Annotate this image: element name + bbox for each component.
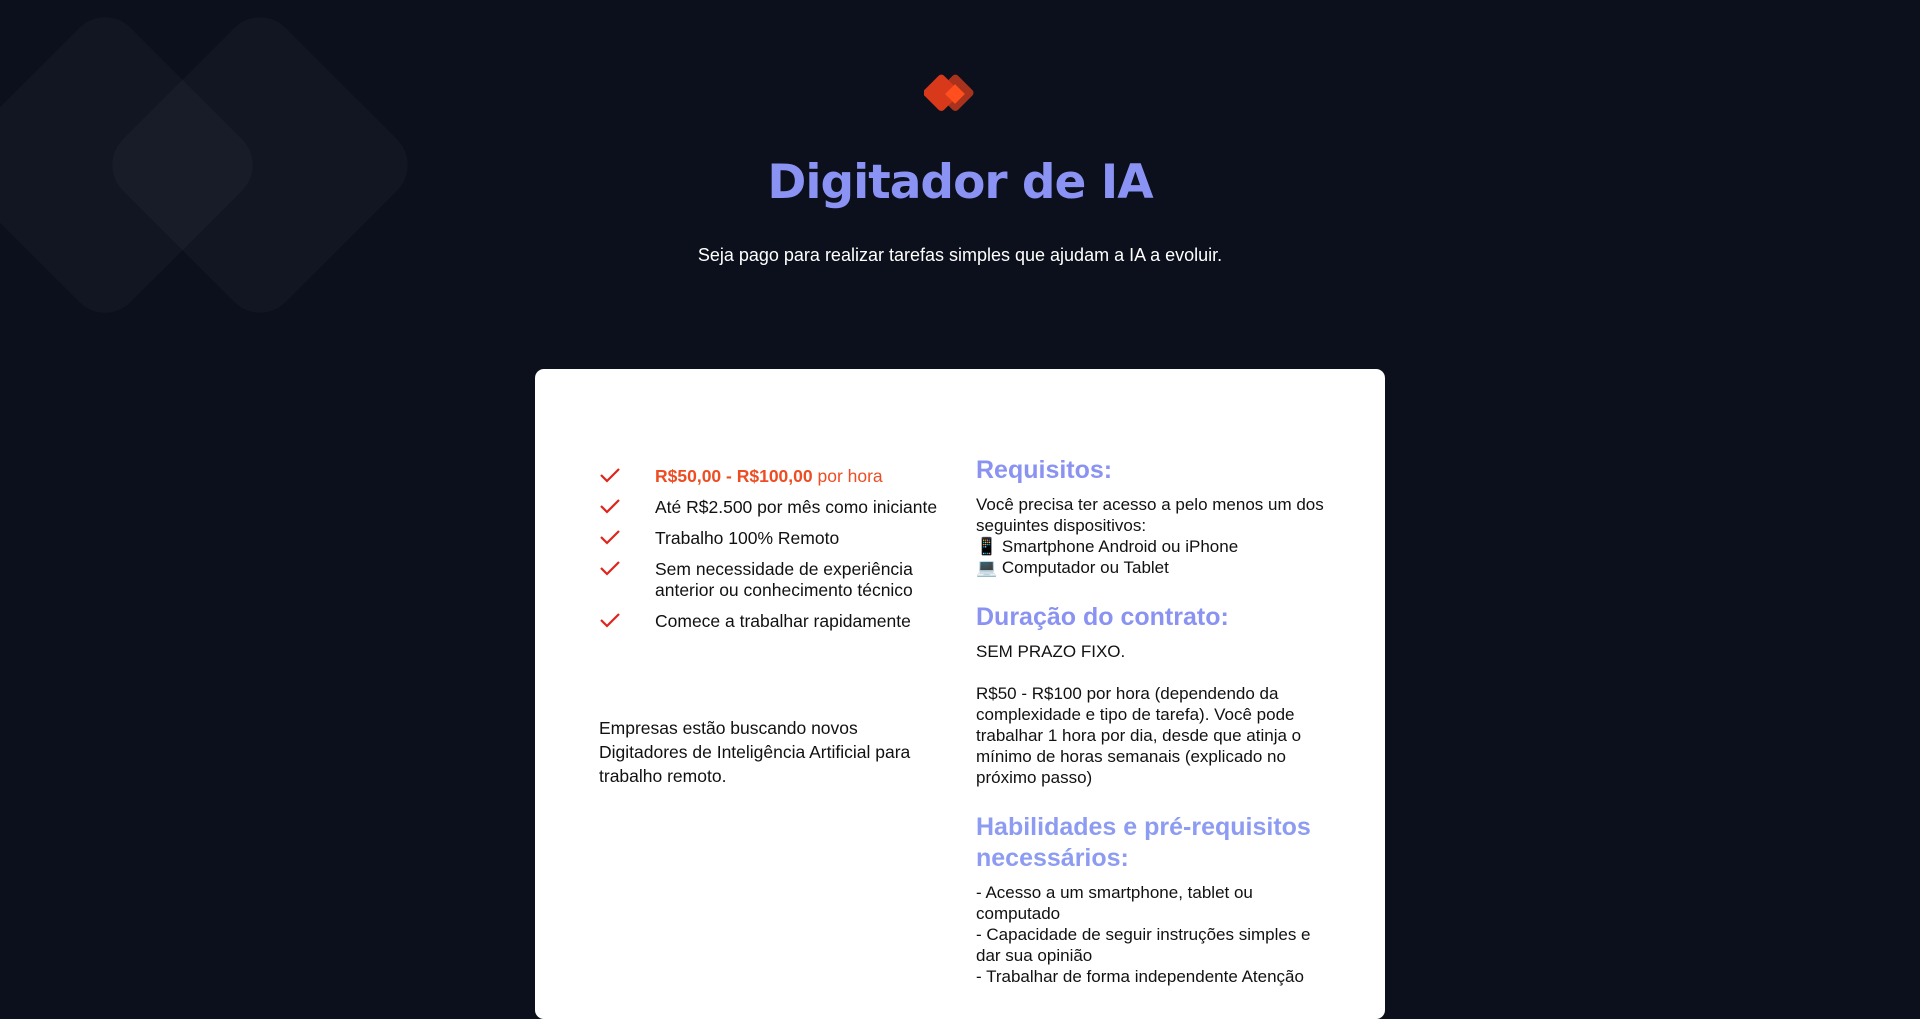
check-icon (599, 611, 621, 629)
brand-logo (924, 70, 996, 122)
skills-title: Habilidades e pré-requisitos necessários: (976, 813, 1311, 872)
price-unit: por hora (812, 466, 883, 486)
page-subtitle: Seja pago para realizar tarefas simples que ajudam a IA a evoluir. (697, 245, 1223, 265)
check-icon (599, 497, 621, 515)
check-icon (599, 528, 621, 546)
skills-body: - Acesso a um smartphone, tablet ou computado - Capacidade de seguir instruções simples e dar sua opinião - Trabalhar de forma independente Atenção (976, 883, 1311, 986)
benefit-text: Sem necessidade de experiência anterior ou conhecimento técnico (655, 559, 913, 600)
price-range: R$50,00 - R$100,00 (655, 466, 813, 486)
page-title: Digitador de IA (767, 155, 1153, 210)
job-card (535, 369, 1385, 1019)
requirements-body: Você precisa ter acesso a pelo menos um dos seguintes dispositivos: 📱 Smartphone Android ou iPhone 💻 Computador ou Tablet (976, 495, 1324, 577)
job-details (976, 455, 1328, 1011)
benefit-text: Comece a trabalhar rapidamente (655, 611, 911, 631)
benefit-text: Até R$2.500 por mês como iniciante (655, 497, 938, 517)
check-icon (599, 466, 621, 484)
intro-text: Empresas estão buscando novos Digitadores de Inteligência Artificial para trabalho remoto. (599, 718, 911, 786)
benefit-item (599, 528, 951, 549)
benefit-item (599, 559, 951, 601)
benefit-item (599, 611, 951, 632)
duration-body: SEM PRAZO FIXO. R$50 - R$100 por hora (dependendo da complexidade e tipo de tarefa). Você pode trabalhar 1 hora por dia, desde que atinja o mínimo de horas semanais (explicado no próximo passo) (976, 642, 1302, 787)
benefit-item-price (599, 466, 951, 487)
duration-title: Duração do contrato: (976, 603, 1229, 631)
check-icon (599, 559, 621, 577)
benefits-list (599, 466, 951, 642)
benefit-text: Trabalho 100% Remoto (655, 528, 840, 548)
requirements-title: Requisitos: (976, 456, 1113, 484)
benefit-item (599, 497, 951, 518)
